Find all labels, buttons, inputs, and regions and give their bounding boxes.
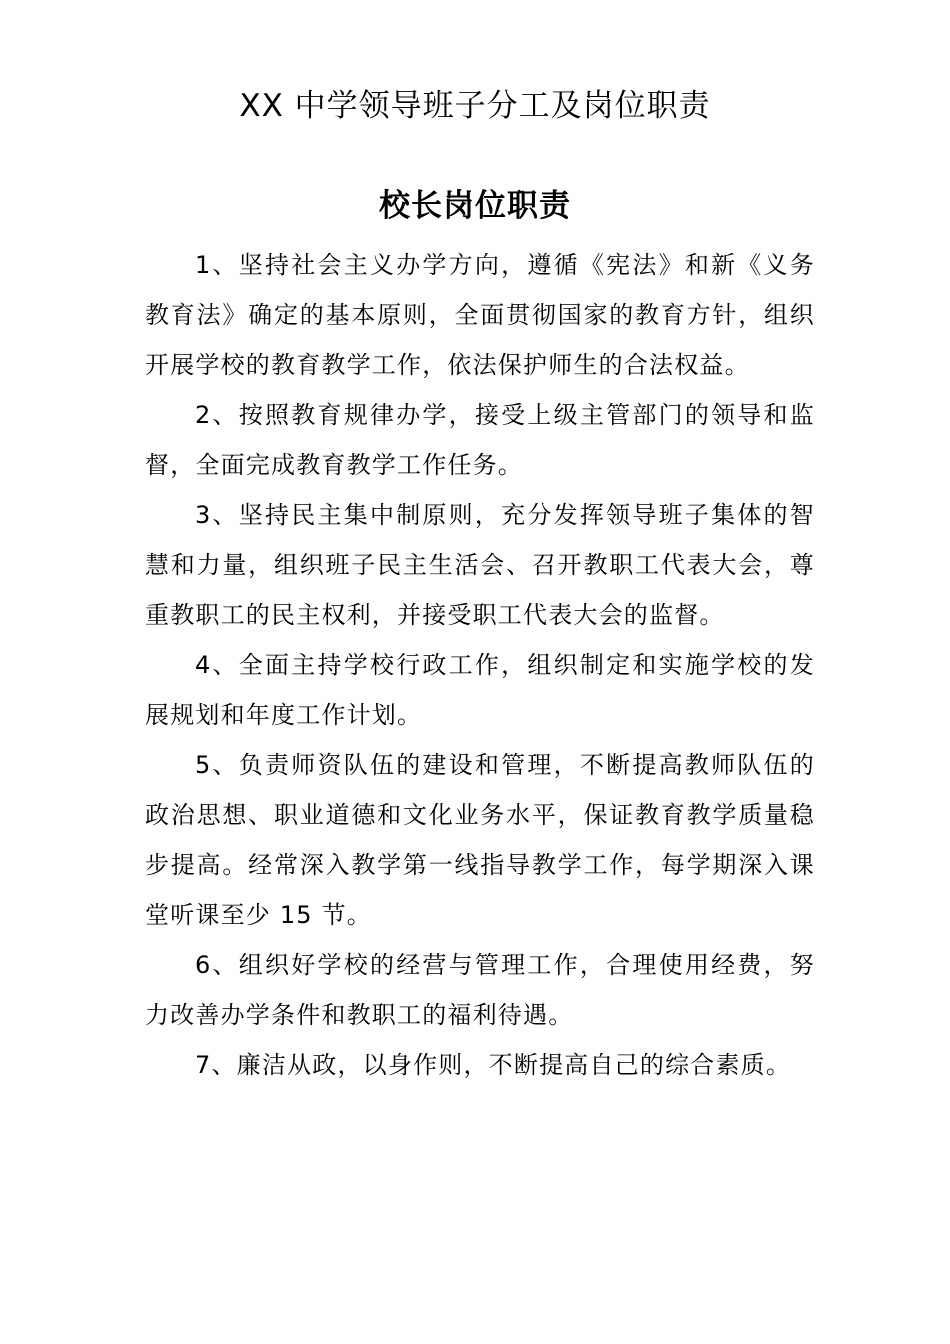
duty-list xyxy=(145,240,815,1090)
document-title: XX 中学领导班子分工及岗位职责 xyxy=(239,88,711,124)
duty-item-2: 2、按照教育规律办学，接受上级主管部门的领导和监督，全面完成教育教学工作任务。 xyxy=(145,401,815,479)
duty-item-7: 7、廉洁从政，以身作则，不断提高自己的综合素质。 xyxy=(195,1051,792,1079)
section-title: 校长岗位职责 xyxy=(379,188,571,224)
duty-item-6: 6、组织好学校的经营与管理工作，合理使用经费，努力改善办学条件和教职工的福利待遇。 xyxy=(145,951,815,1029)
duty-item-5: 5、负责师资队伍的建设和管理，不断提高教师队伍的政治思想、职业道德和文化业务水平，保证教育教学质量稳步提高。经常深入教学第一线指导教学工作，每学期深入课堂听课至少 15 节。 xyxy=(145,751,815,929)
duty-item-1: 1、坚持社会主义办学方向，遵循《宪法》和新《义务教育法》确定的基本原则，全面贯彻国家的教育方针，组织开展学校的教育教学工作，依法保护师生的合法权益。 xyxy=(145,251,815,379)
duty-item-3: 3、坚持民主集中制原则，充分发挥领导班子集体的智慧和力量，组织班子民主生活会、召开教职工代表大会，尊重教职工的民主权利，并接受职工代表大会的监督。 xyxy=(145,501,815,629)
duty-item-4: 4、全面主持学校行政工作，组织制定和实施学校的发展规划和年度工作计划。 xyxy=(145,651,815,729)
